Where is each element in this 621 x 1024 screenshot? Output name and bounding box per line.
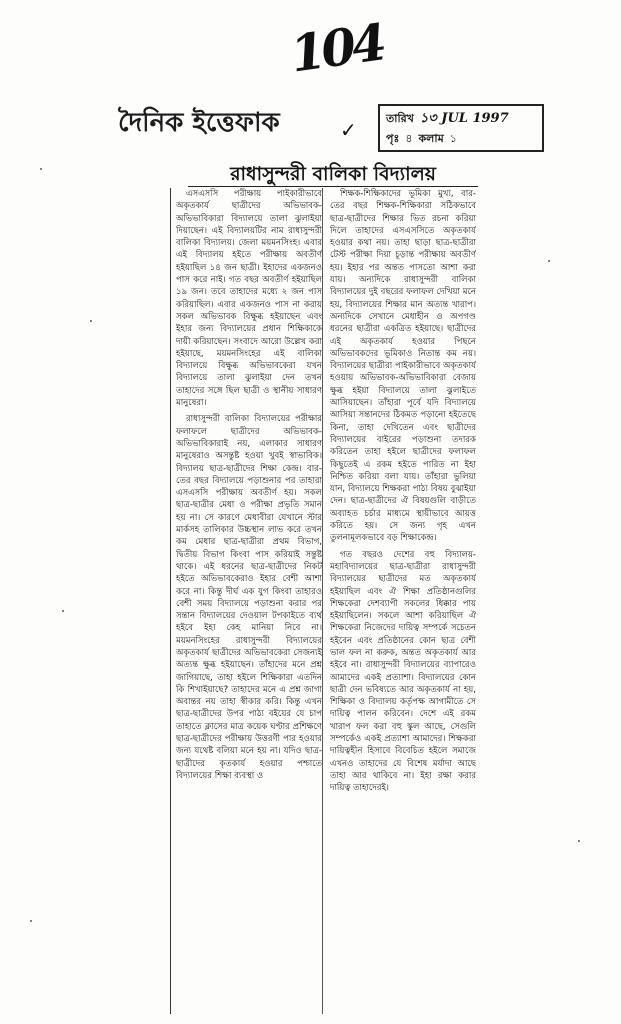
scan-speck	[90, 320, 92, 322]
stamp-page-row	[386, 129, 536, 149]
scan-speck	[40, 168, 42, 170]
stamp-column-value: ১	[449, 131, 457, 145]
column-divider	[322, 188, 323, 1014]
handwritten-check-mark: ✓	[340, 118, 357, 142]
article-right-column	[330, 188, 476, 1014]
stamp-date-value: ১৩ JUL 1997	[419, 110, 509, 126]
scan-speck	[30, 920, 32, 922]
stamp-column-label: কলাম	[418, 131, 444, 145]
article-body	[170, 188, 476, 1018]
stamp-page-value: ৪	[405, 131, 413, 145]
handwritten-archive-number: 104	[286, 12, 387, 84]
scan-speck	[578, 840, 580, 842]
article-left-column	[176, 188, 322, 1014]
left-paragraph-2: রাধাসুন্দরী বালিকা বিদ্যালয়ের পরীক্ষার ফলাফলে ছাত্রীদের অভিভাবক-অভিভাবিকারাই নয়, এলাকার সাধারণ মানুষেরাও অসন্তুষ্ট হওয়া খুবই স্বাভাবিক। বিদ্যালয় ছাত্র-ছাত্রীদের শিক্ষা কেন্দ্র। বার-তের বছর বিদ্যালয়ে পড়াশুনার পর তাহারা এসএসসি পরীক্ষায় অবতীর্ণ হয়। সকল ছাত্র-ছাত্রীর মেধা ও পরীক্ষা প্রভৃতি সমান হয় না। সে কারণে মেধাবীরা যেখানে স্টার মার্কসহ তালিকার উচ্চস্থান লাভ করে তখন কম মেধার ছাত্র-ছাত্রীরা প্রথম বিভাগ, দ্বিতীয় বিভাগ কিংবা পাস করিয়াই সন্তুষ্ট থাকে। এই ধরনের ছাত্র-ছাত্রীদের নিকট হইতে অভিভাবকেরাও ইহার বেশী আশা করে না। কিন্তু দীর্ঘ এক যুগ কিংবা তাহারও বেশী সময় বিদ্যালয়ে পড়াশুনা করার পর সন্তান বিদ্যালয়ের দেওয়াল টপকাইতে ব্যর্থ হইবে ইহা কেহ মানিয়া নিবে না। ময়মনসিংহের রাধাসুন্দরী বিদ্যালয়ের অকৃতকার্য ছাত্রীদের অভিভাবকেরা সেজন্যই অত্যন্ত ক্ষুব্ধ হইয়াছেন। তাঁহাদের মনে প্রশ্ন জাগিয়াছে, তাহা হইলে শিক্ষিকারা এতদিন কি শিখাইয়াছে? তাহাদের মনে এ প্রশ্ন জাগা অবান্তর নয় তাহা স্বীকার করি। কিন্তু এখন ছাত্র-ছাত্রীদের উপর পাঠ্য বইয়ের যে চাপ তাহাতে ক্লাসের মাত্র কয়েক ঘণ্টার প্রশিক্ষণে ছাত্র-ছাত্রীদের পরীক্ষায় উত্তরণী পার হওয়ার জন্য যথেষ্ট বলিয়া মনে হয় না। যদিও ছাত্র-ছাত্রীদের কৃতকার্য হওয়ার পশ্চাতে বিদ্যালয়ের শিক্ষা ব্যবস্থা ও	[176, 414, 322, 781]
article-title: রাধাসুন্দরী বালিকা বিদ্যালয়	[188, 160, 478, 187]
stamp-date-label: তারিখ	[386, 111, 414, 125]
scan-speck	[62, 610, 64, 612]
date-page-stamp	[378, 104, 544, 152]
stamp-date-row	[386, 109, 536, 129]
left-paragraph-1: এসএসসি পরীক্ষায় পাইকারীভাবে অকৃতকার্য ছাত্রীদের অভিভাবক-অভিভাবিকারা বিদ্যালয়ে তালা ঝুলাইয়া দিয়াছেন। এই বিদ্যালয়টির নাম রাধাসুন্দরী বালিকা বিদ্যালয়। জেলা ময়মনসিংহ। এবার এই বিদ্যালয় হইতে পরীক্ষায় অবতীর্ণ হইয়াছিল ১৪ জন ছাত্রী। ইহাদের একজনও পাস করে নাই। গত বছর অবতীর্ণ হইয়াছিল ১৯ জন। তবে তাহাদের মধ্যে ২ জন পাস করিয়াছিল। এবার একজনও পাস না করায় সকল অভিভাবক বিক্ষুব্ধ হইয়াছেন এবং ইহার জন্য বিদ্যালয়ের প্রধান শিক্ষিকাকে দায়ী করিয়াছেন। সংবাদে আরো উল্লেখ করা হইয়াছে, ময়মনসিংহের এই বালিকা বিদ্যালয়ে বিক্ষুব্ধ অভিভাবকেরা যখন বিদ্যালয়ে তালা ঝুলাইয়া দেন তখন তাহাদের সঙ্গে ছিল ছাত্রী ও স্থানীয় সাধারণ মানুষেরা।	[176, 189, 322, 409]
article-left-rule	[170, 188, 171, 1014]
right-paragraph-2: গত বছরও দেশের বহু বিদ্যালয়-মহাবিদ্যালয়ের ছাত্র-ছাত্রীরা রাধাসুন্দরী বিদ্যালয়ের ছাত্রীদের মত অকৃতকার্য হইয়াছিল এবং ঐ শিক্ষা প্রতিষ্ঠানগুলির শিক্ষকেরা দেশব্যাপী সকলের ধিক্কার পায় হইয়াছিলেন। সকলে আশা করিয়াছিল ঐ শিক্ষকেরা নিজেদের দায়িত্ব সম্পর্কে সচেতন হইবেন এবং প্রতিষ্ঠানের কোন ছাত্র বেশী ভাল ফল না করুক, অন্তত অকৃতকার্য আর হইবে না। রাধাসুন্দরী বিদ্যালয়ের ব্যাপারেও আমাদের একই প্রত্যাশা। বিদ্যালয়ের কোন ছাত্রী দেন ভবিষ্যতে আর অকৃতকার্য না হয়, শিক্ষিকা ও বিদ্যালয় কর্তৃপক্ষ আগামীতে সে দায়িত্ব পালন করিবেন। দেশে এই রকম খারাপ ফল করা বহু স্কুল আছে, সেগুলি সম্পর্কেও একই প্রত্যাশা আমাদের। শিক্ষকরা দায়িত্বহীন হিসাবে বিবেচিত হইলে সমাজে এখনও তাহাদের যে বিশেষ মর্যাদা আছে তাহা আর থাকিবে না। ইহা রক্ষা করার দায়িত্ব তাহাদেরই।	[330, 549, 476, 794]
stamp-page-label: পৃঃ	[386, 131, 400, 145]
right-paragraph-1: শিক্ষক-শিক্ষিকাদের ভূমিকা মুখ্য, বার-তের বছর শিক্ষক-শিক্ষিকারা সঠিকভাবে ছাত্র-ছাত্রীদের শিক্ষার ভিত রচনা করিয়া দিলে তাহাদের এসএসসিতে অকৃতকার্য হওয়ার কথা নয়। তাহা ছাড়া ছাত্র-ছাত্রীরা টেস্ট পরীক্ষা দিয়া চূড়ান্ত পরীক্ষায় অবতীর্ণ হয়। ইহার পর অন্তত পাসতো আশা করা যায়। অন্যদিকে রাধাসুন্দরী বালিকা বিদ্যালয়ের দুই বছরের ফলাফল দেখিয়া মনে হয়, বিদ্যালয়ের শিক্ষার মান অত্যন্ত খারাপ। অন্যদিকে সেখানে মেধাহীন ও অপগণ্ড ধরনের ছাত্রীরা একত্রিত হইয়াছে। ছাত্রীদের এই অকৃতকার্য হওয়ার পিছনে অভিভাবকদের ভূমিকাও নিতান্ত কম নয়। বিদ্যালয়ের ছাত্রীরা পাইকারীভাবে অকৃতকার্য হওয়ায় অভিভাবক-অভিভাবিকারা বেজায় ক্ষুব্ধ হইয়া বিদ্যালয়ে তালা ঝুলাইতে আসিয়াছেন। তাঁহারা পূর্বে যদি বিদ্যালয়ে আসিয়া সন্তানদের ঠিকমত পড়ানো হইতেছে কিনা, তাহা দেখিতেন এবং ছাত্রীদের বিদ্যালয়ের বাইরের পড়াশুনা তদারক করিতেন তাহা হইলে ছাত্রীদের ফলাফল কিছুতেই এ রকম হইতে পারিত না ইহা নিশ্চিত করিয়া বলা যায়। তাঁহারা ভুলিয়া যান, বিদ্যালয়ে শিক্ষকরা পাঠ্য বিষয় বুঝাইয়া দেন। ছাত্র-ছাত্রীদের ঐ বিষয়গুলি বাড়ীতে অব্যাহত চর্চার মাধ্যমে স্থায়ীভাবে আয়ত্ত করিতে হয়। সে জন্য গৃহ এখন তুলনামূলকভাবে বড় শিক্ষাকেন্দ্র।	[330, 189, 476, 544]
newspaper-masthead: দৈনিক ইত্তেফাক	[118, 108, 280, 138]
scan-speck	[548, 260, 550, 262]
